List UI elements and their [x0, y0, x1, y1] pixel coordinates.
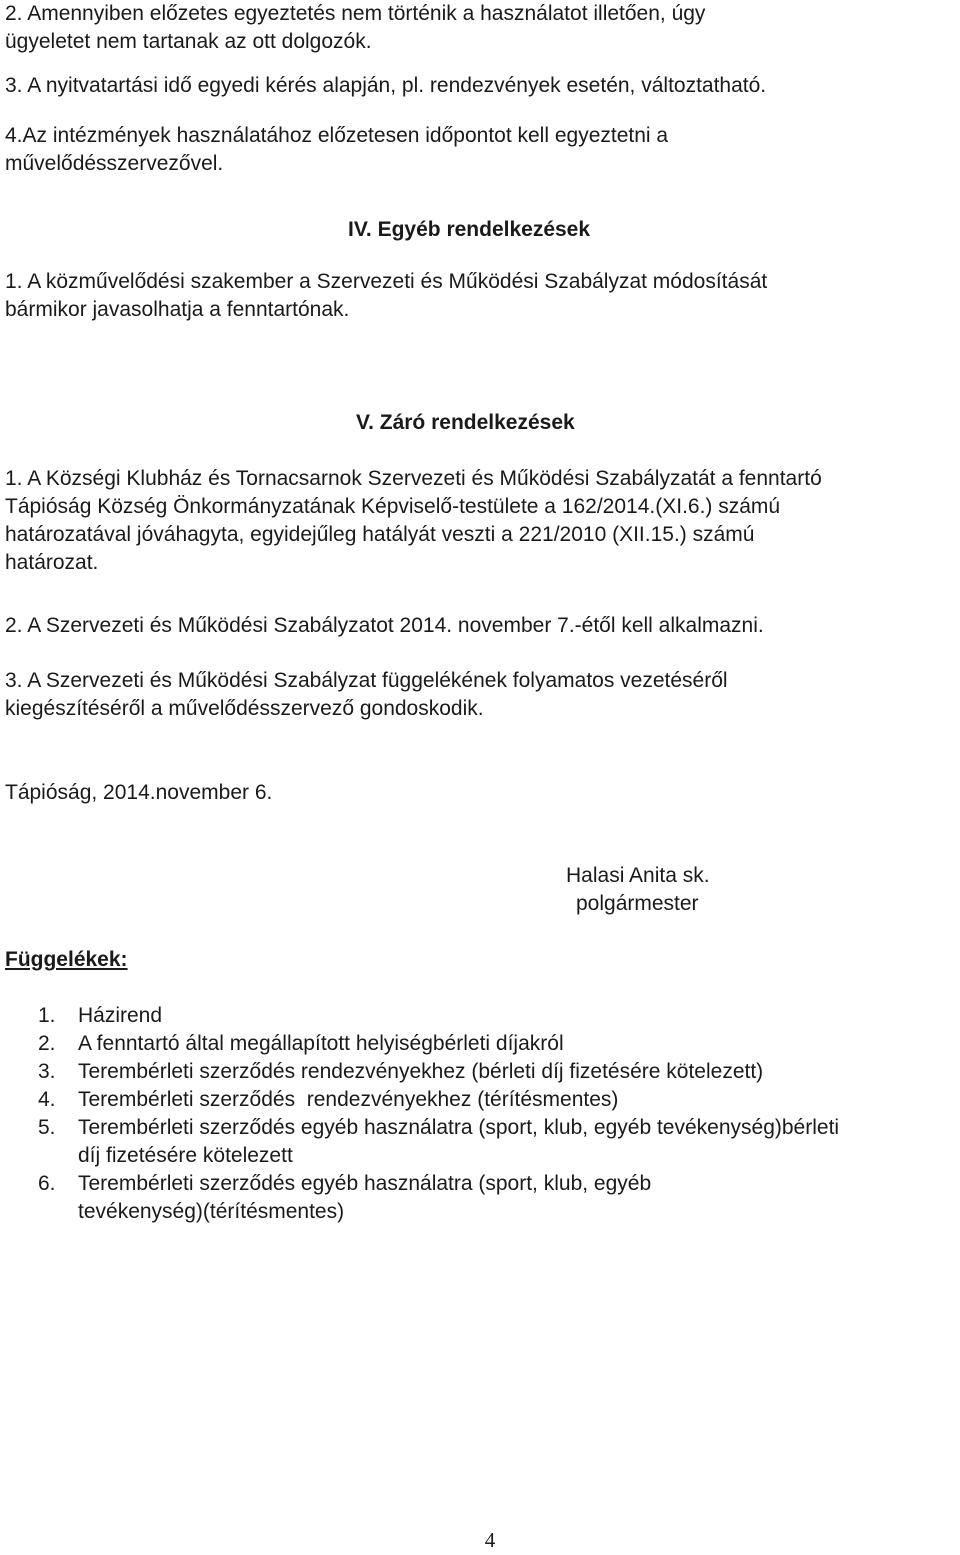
appendix-number: 6.	[38, 1172, 56, 1195]
appendix-number: 3.	[38, 1060, 56, 1083]
section5-item3-line1: 3. A Szervezeti és Működési Szabályzat függelékének folyamatos vezetéséről	[5, 669, 728, 692]
appendix-text: Terembérleti szerződés rendezvényekhez (térítésmentes)	[78, 1088, 619, 1111]
section5-item1-line4: határozat.	[5, 551, 99, 574]
appendix-item	[0, 1086, 960, 1114]
section3-item3: 3. A nyitvatartási idő egyedi kérés alapján, pl. rendezvények esetén, változtatható.	[5, 74, 767, 97]
section5-item2: 2. A Szervezeti és Működési Szabályzatot 2014. november 7.-étől kell alkalmazni.	[5, 614, 764, 637]
appendix-item	[0, 1170, 960, 1226]
appendix-text: Terembérleti szerződés egyéb használatra (sport, klub, egyéb tevékenység)bérleti	[78, 1116, 840, 1139]
page-number: 4	[484, 1528, 496, 1552]
signature-title: polgármester	[576, 892, 699, 915]
section5-heading: V. Záró rendelkezések	[356, 411, 575, 434]
appendices-title: Függelékek:	[5, 948, 128, 971]
section5-item1-line2: Tápióság Község Önkormányzatának Képviselő-testülete a 162/2014.(XI.6.) számú	[5, 495, 781, 518]
section3-item4-line1: 4.Az intézmények használatához előzetesen időpontot kell egyeztetni a	[5, 124, 669, 147]
section4-item1-line1: 1. A közművelődési szakember a Szervezeti és Működési Szabályzat módosítását	[5, 270, 768, 293]
section5-item3-line2: kiegészítéséről a művelődésszervező gondoskodik.	[5, 697, 484, 720]
section5-item1-line1: 1. A Községi Klubház és Tornacsarnok Szervezeti és Működési Szabályzatát a fenntartó	[5, 467, 822, 490]
section3-item2-line2: ügyeletet nem tartanak az ott dolgozók.	[5, 30, 372, 53]
section4-item1-line2: bármikor javasolhatja a fenntartónak.	[5, 298, 350, 321]
appendix-number: 5.	[38, 1116, 56, 1139]
appendix-item	[0, 1030, 960, 1058]
signature-name: Halasi Anita sk.	[566, 864, 710, 887]
appendix-text: A fenntartó által megállapított helyiségbérleti díjakról	[78, 1032, 564, 1055]
section3-item2-line1: 2. Amennyiben előzetes egyeztetés nem történik a használatot illetően, úgy	[5, 2, 706, 25]
appendices-list	[0, 1002, 960, 1226]
appendix-text-continued: díj fizetésére kötelezett	[78, 1144, 293, 1167]
appendix-item	[0, 1114, 960, 1170]
appendix-number: 1.	[38, 1004, 56, 1027]
appendix-text: Terembérleti szerződés egyéb használatra (sport, klub, egyéb	[78, 1172, 652, 1195]
appendix-item	[0, 1058, 960, 1086]
appendix-text: Házirend	[78, 1004, 163, 1027]
appendix-text: Terembérleti szerződés rendezvényekhez (bérleti díj fizetésére kötelezett)	[78, 1060, 764, 1083]
appendix-number: 2.	[38, 1032, 56, 1055]
place-date: Tápióság, 2014.november 6.	[5, 781, 273, 804]
appendix-text-continued: tevékenység)(térítésmentes)	[78, 1200, 345, 1223]
section4-heading: IV. Egyéb rendelkezések	[348, 218, 591, 241]
appendix-number: 4.	[38, 1088, 56, 1111]
section3-item4-line2: művelődésszervezővel.	[5, 152, 224, 175]
appendix-item	[0, 1002, 960, 1030]
section5-item1-line3: határozatával jóváhagyta, egyidejűleg hatályát veszti a 221/2010 (XII.15.) számú	[5, 523, 755, 546]
